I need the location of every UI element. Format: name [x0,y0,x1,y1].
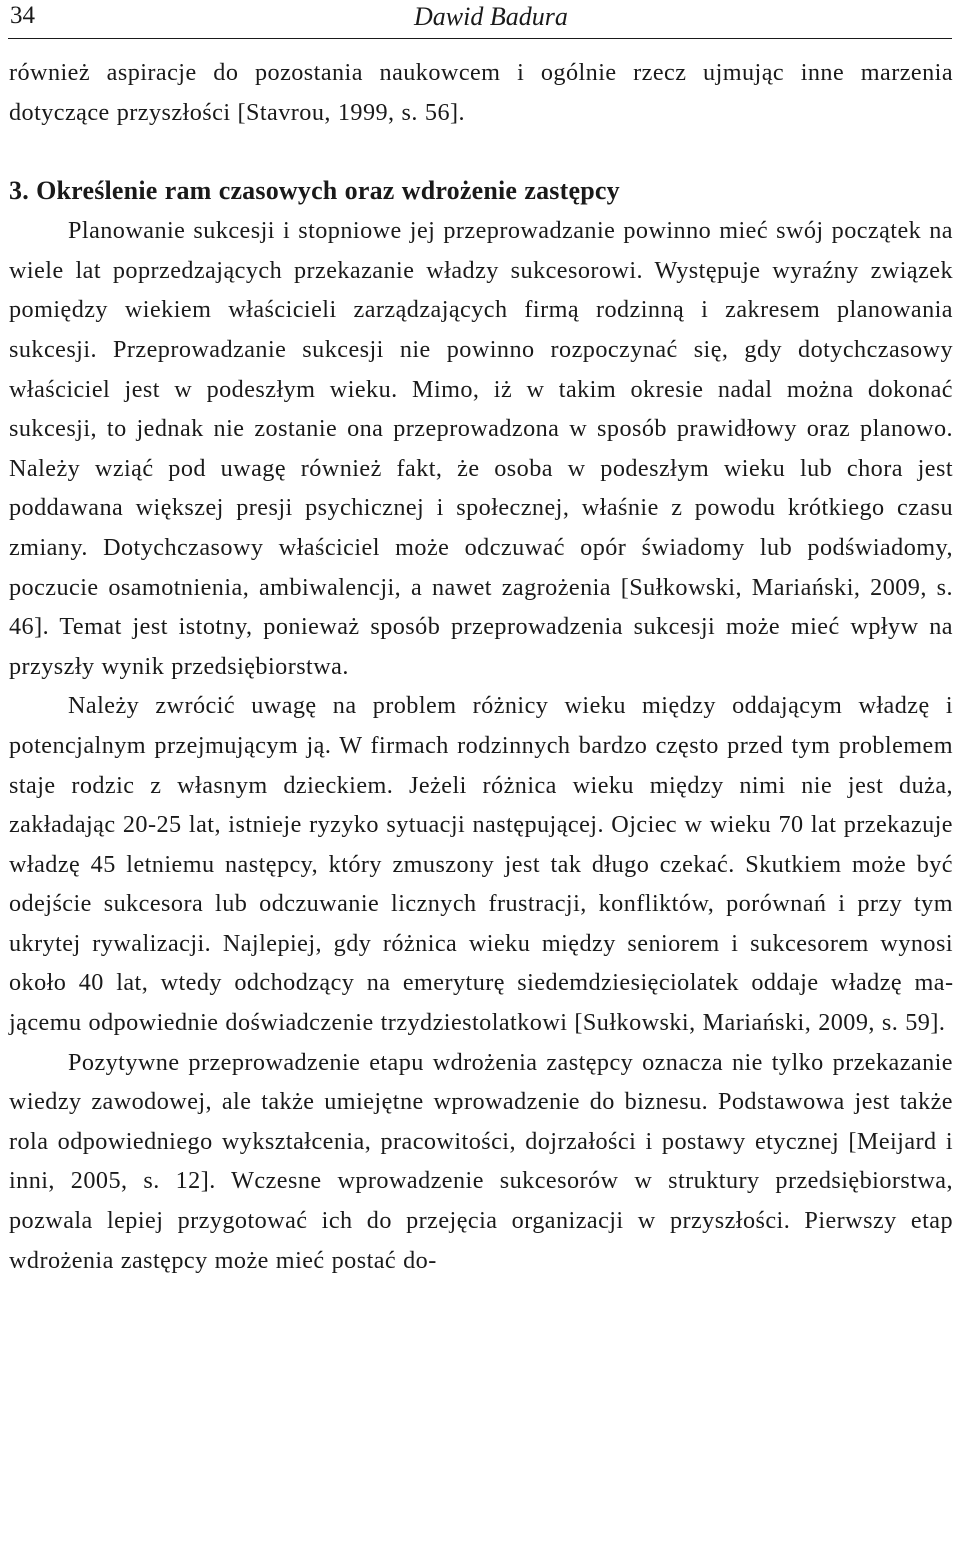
paragraph-1: Planowanie sukcesji i stopniowe jej przeprowadzanie powinno mieć swój początek na wiele lat poprzedzających przekazanie władzy sukcesorowi. Występuje wyraźny związek pomiędzy wiekiem właścicieli zarządzających firmą rodzinną i zakresem planowania sukcesji. Przeprowadzanie sukcesji nie powinno rozpoczynać się, gdy dotychczasowy właściciel jest w podeszłym wieku. Mimo, iż w takim okresie nadal można dokonać sukcesji, to jednak nie zostanie ona przeprowadzona w sposób prawidłowy oraz planowo. Należy wziąć pod uwagę również fakt, że osoba w podeszłym wieku lub chora jest poddawana większej presji psychicznej i społecznej, właśnie z powodu krótkiego czasu zmiany. Dotychczasowy właściciel może odczuwać opór świadomy lub podświadomy, poczucie osamotnienia, ambiwalencji, a nawet zagrożenia [Sułkowski, Mariański, 2009, s. 46]. Temat jest istotny, ponieważ sposób przeprowadzenia sukcesji może mieć wpływ na przyszły wynik przedsiębiorstwa. [9,217,953,680]
paragraph-2: Należy zwrócić uwagę na problem różnicy wieku między oddającym władzę i potencjalnym przejmującym ją. W firmach rodzinnych bardzo często przed tym problemem staje rodzic z własnym dzieckiem. Jeżeli różnica wieku między nimi nie jest duża, zakładając 20-25 lat, istnieje ryzyko sytuacji następującej. Ojciec w wieku 70 lat przekazuje władzę 45 letniemu następcy, który zmuszony jest tak długo czekać. Skutkiem może być odejście sukcesora lub odczuwanie licznych frustracji, konfliktów, porównań i przy tym ukrytej rywalizacji. Najlepiej, gdy różnica wieku między seniorem i sukcesorem wynosi około 40 lat, wtedy odchodzący na emeryturę siedemdziesięciolatek oddaje władzę mającemu odpowiednie doświadczenie trzydziestolatkowi [Sułkowski, Mariański, 2009, s. 59]. [9,692,953,1037]
running-author: Dawid Badura [414,2,568,31]
continued-paragraph: również aspiracje do pozostania naukowcem i ogólnie rzecz ujmując inne marzenia dotyczące przyszłości [Stavrou, 1999, s. 56]. [9,59,953,126]
section-heading: 3. Określenie ram czasowych oraz wdrożenie zastępcy [9,176,620,206]
paragraph-3: Pozytywne przeprowadzenie etapu wdrożenia zastępcy oznacza nie tylko przekazanie wiedzy zawodowej, ale także umiejętne wprowadzenie do biznesu. Podstawowa jest także rola odpowiedniego wykształcenia, pracowitości, dojrzałości i postawy etycznej [Meijard i inni, 2005, s. 12]. Wczesne wprowadzenie sukcesorów w struktury przedsiębiorstwa, pozwala lepiej przygotować ich do przejęcia organizacji w przyszłości. Pierwszy etap wdrożenia zastępcy może mieć postać do- [9,1048,953,1274]
page-body [9,53,953,1280]
running-header [8,0,952,39]
page-number: 34 [10,2,35,29]
